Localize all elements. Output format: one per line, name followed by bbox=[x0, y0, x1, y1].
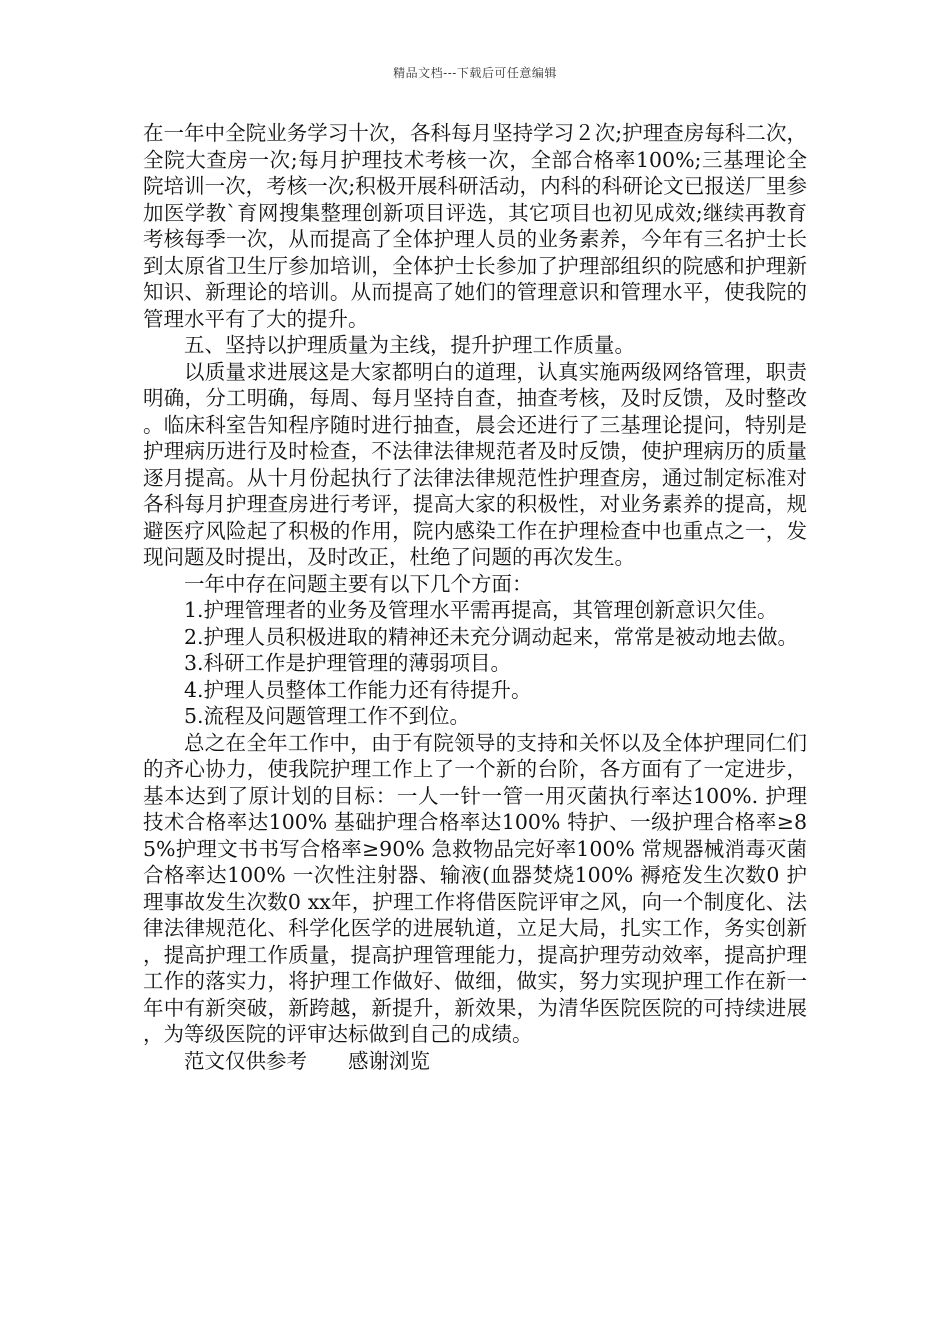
list-item-problem-1: 1.护理管理者的业务及管理水平需再提高，其管理创新意识欠佳。 bbox=[184, 598, 778, 622]
paragraph-summary: 总之在全年工作中，由于有院领导的支持和关怀以及全体护理同仁们的齐心协力，使我院护理工作上了一个新的台阶，各方面有了一定进步，基本达到了原计划的目标：一人一针一管一用灭菌执行率达100%. 护理技术合格率达100% 基础护理合格率达100% 特护、一级护理合格率≥85%护理文书书写合格率≥90% 急救物品完好率100% 常规器械消毒灭菌合格率达100% 一次性注射器、输液(血器焚烧100% 褥疮发生次数0 护理事故发生次数0 xx年，护理工作将借医院评审之风，向一个制度化、法律法律规范化、科学化医学的进展轨道，立足大局，扎实工作，务实创新，提高护理工作质量，提高护理管理能力，提高护理劳动效率，提高护理工作的落实力，将护理工作做好、做细，做实，努力实现护理工作在新一年中有新突破，新跨越，新提升，新效果，为清华医院医院的可持续进展，为等级医院的评审达标做到自己的成绩。 bbox=[143, 730, 807, 1046]
document-body bbox=[143, 120, 807, 1074]
list-item-problem-4: 4.护理人员整体工作能力还有待提升。 bbox=[184, 677, 532, 702]
list-item-problem-5: 5.流程及问题管理工作不到位。 bbox=[184, 704, 471, 728]
paragraph-study-and-training: 在一年中全院业务学习十次，各科每月坚持学习２次;护理查房每科二次，全院大查房一次;每月护理技术考核一次，全部合格率100%;三基理论全院培训一次，考核一次;积极开展科研活动，内科的科研论文已报送厂里参加医学教`育网搜集整理创新项目评选，其它项目也初见成效;继续再教育考核每季一次，从而提高了全体护理人员的业务素养，今年有三名护士长到太原省卫生厅参加培训，全体护士长参加了护理部组织的院感和护理新知识、新理论的培训。从而提高了她们的管理意识和管理水平，使我院的管理水平有了大的提升。 bbox=[143, 121, 807, 331]
list-item-problem-2: 2.护理人员积极进取的精神还未充分调动起来，常常是被动地去做。 bbox=[184, 624, 799, 649]
paragraph-quality-management: 以质量求进展这是大家都明白的道理，认真实施两级网络管理，职责明确，分工明确，每周、每月坚持自查，抽查考核，及时反馈，及时整改。临床科室告知程序随时进行抽查，晨会还进行了三基理论提问，特别是护理病历进行及时检查，不法律法律规范者及时反馈，使护理病历的质量逐月提高。从十月份起执行了法律法律规范性护理查房，通过制定标准对各科每月护理查房进行考评，提高大家的积极性，对业务素养的提高，规避医疗风险起了积极的作用，院内感染工作在护理检查中也重点之一，发现问题及时提出，及时改正，杜绝了问题的再次发生。 bbox=[143, 359, 807, 569]
list-item-problem-3: 3.科研工作是护理管理的薄弱项目。 bbox=[184, 651, 512, 675]
closing-note: 范文仅供参考 感谢浏览 bbox=[184, 1048, 430, 1073]
paragraph-problems-intro: 一年中存在问题主要有以下几个方面： bbox=[184, 571, 533, 596]
section-heading-quality: 五、坚持以护理质量为主线，提升护理工作质量。 bbox=[184, 333, 635, 357]
page-header: 精品文档---下载后可任意编辑 bbox=[393, 66, 557, 80]
